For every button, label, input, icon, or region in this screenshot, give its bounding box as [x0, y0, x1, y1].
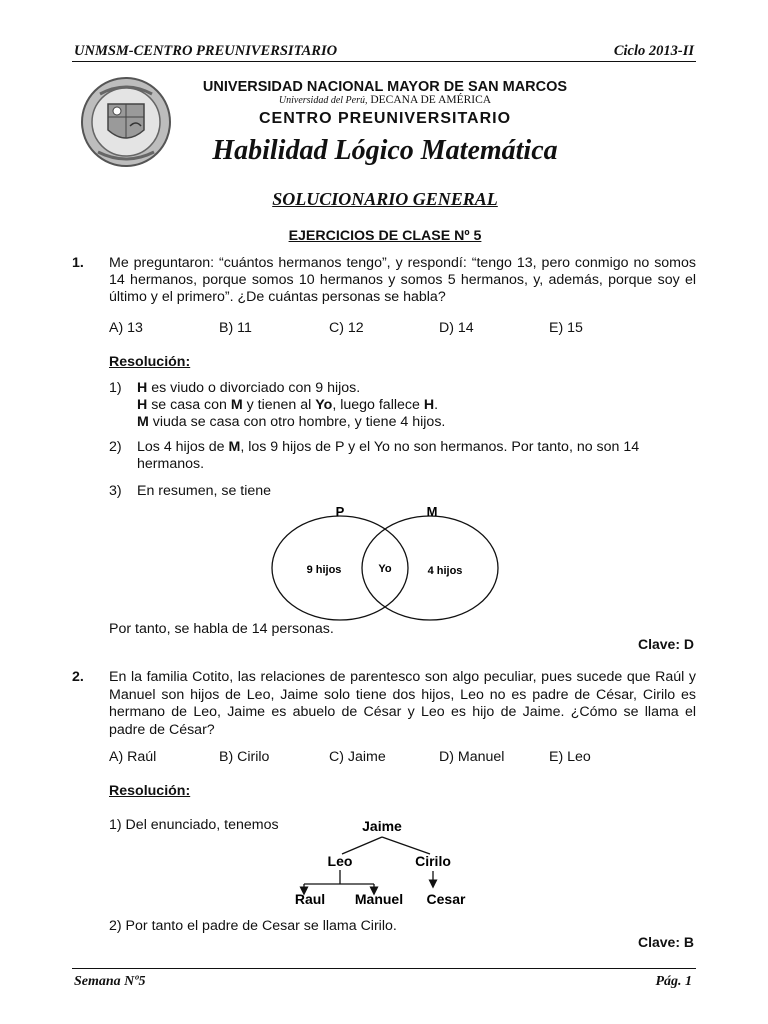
- q2-step-2: 2) Por tanto el padre de Cesar se llama Cirilo.: [109, 918, 397, 934]
- q1-step-2: [109, 439, 699, 475]
- tree-node-cirilo: Cirilo: [415, 853, 451, 869]
- tree-node-cesar: Cesar: [426, 891, 466, 907]
- q2-answer-key: Clave: B: [637, 934, 694, 950]
- question-2-number: 2.: [72, 669, 84, 685]
- q2-option-b: B) Cirilo: [219, 749, 270, 765]
- q2-step-1: 1) Del enunciado, tenemos: [109, 817, 279, 833]
- q1-option-e: E) 15: [549, 320, 583, 336]
- university-name: UNIVERSIDAD NACIONAL MAYOR DE SAN MARCOS: [202, 79, 568, 95]
- q1-resolution-label: Resolución:: [109, 354, 191, 370]
- venn-intersection: Yo: [378, 563, 392, 575]
- header-rule: [72, 61, 696, 62]
- q1-step-1: [109, 380, 699, 432]
- tree-node-raul: Raul: [294, 891, 326, 907]
- q1-step-1-line-1: H es viudo o divorciado con 9 hijos.: [137, 380, 361, 396]
- question-2-text: En la familia Cotito, las relaciones de parentesco son algo peculiar, pues sucede que Raúl y Manuel son hijos de Leo, Jaime solo tiene dos hijos, Leo no es padre de César, Cirilo es hermano de Leo, Jaime es abuelo de César y Leo es hijo de Jaime. ¿Cómo se llama el padre de César?: [109, 669, 696, 738]
- q2-option-c: C) Jaime: [329, 749, 386, 765]
- footer-left: Semana Nº5: [74, 974, 146, 989]
- q1-conclusion: Por tanto, se habla de 14 personas.: [109, 621, 334, 637]
- q1-option-c: C) 12: [329, 320, 364, 336]
- q2-resolution-label: Resolución:: [109, 783, 191, 799]
- q1-option-a: A) 13: [109, 320, 143, 336]
- venn-right-region: 4 hijos: [427, 565, 463, 577]
- q1-answer-key: Clave: D: [637, 636, 694, 652]
- venn-label-p: P: [335, 504, 345, 519]
- q1-step-1-number: 1): [109, 380, 122, 396]
- q1-step-1-line-2: H se casa con M y tienen al Yo, luego fallece H.: [137, 397, 439, 413]
- tree-edge-jaime-cirilo: [382, 837, 430, 854]
- header-right: Ciclo 2013-II: [613, 43, 694, 59]
- header-left: UNMSM-CENTRO PREUNIVERSITARIO: [74, 43, 338, 59]
- family-tree-diagram: [290, 814, 480, 910]
- venn-left-region: 9 hijos: [306, 564, 342, 576]
- center-name: CENTRO PREUNIVERSITARIO: [258, 110, 512, 127]
- q1-step-1-line-3: M viuda se casa con otro hombre, y tiene 4 hijos.: [137, 414, 446, 430]
- q2-option-a: A) Raúl: [109, 749, 157, 765]
- tree-node-manuel: Manuel: [354, 891, 404, 907]
- footer-page-number: Pág. 1: [655, 974, 692, 989]
- q1-option-b: B) 11: [219, 320, 252, 336]
- tree-node-jaime: Jaime: [362, 818, 402, 834]
- footer-rule: [72, 968, 696, 969]
- question-1-number: 1.: [72, 255, 84, 271]
- university-motto: [200, 94, 570, 106]
- q1-step-2-number: 2): [109, 439, 122, 455]
- q2-option-e: E) Leo: [549, 749, 591, 765]
- venn-label-m: M: [426, 504, 438, 519]
- q1-option-d: D) 14: [439, 320, 474, 336]
- q1-step-3-text: En resumen, se tiene: [137, 483, 272, 499]
- venn-diagram: [260, 498, 500, 622]
- tree-node-leo: Leo: [327, 853, 353, 869]
- motto-italic: Universidad del Perú,: [278, 95, 368, 106]
- section-title: EJERCICIOS DE CLASE Nº 5: [288, 228, 482, 244]
- motto-rest: DECANA DE AMÉRICA: [367, 94, 492, 106]
- page-subtitle: SOLUCIONARIO GENERAL: [272, 189, 498, 209]
- question-1-text: Me preguntaron: “cuántos hermanos tengo”, y respondí: “tengo 13, pero conmigo no somos 14 hermanos, porque somos 10 hermanos y somos 5 hermanos, y, además, porque soy el último y el primero”. ¿De cuántas personas se habla?: [109, 255, 696, 305]
- q1-step-3-number: 3): [109, 483, 122, 499]
- q1-step-2-text: Los 4 hijos de M, los 9 hijos de P y el Yo no son hermanos. Por tanto, no son 14 hermanos.: [137, 439, 640, 472]
- q2-option-d: D) Manuel: [439, 749, 505, 765]
- course-title: Habilidad Lógico Matemática: [212, 135, 558, 166]
- tree-edge-jaime-leo: [342, 837, 382, 854]
